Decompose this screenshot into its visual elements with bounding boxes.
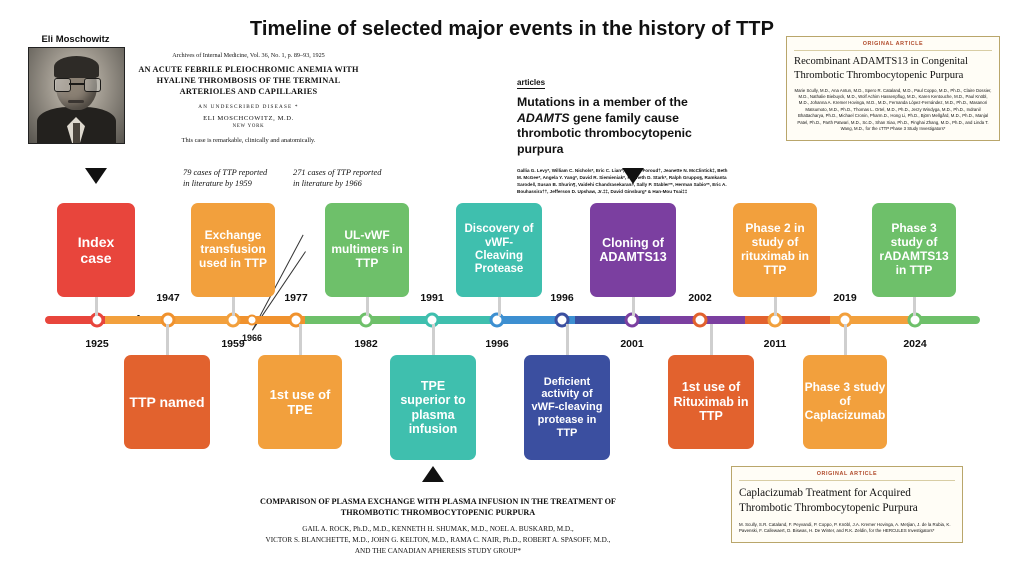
portrait-caption: Eli Moschowitz: [41, 34, 110, 45]
paper3-badge: ORIGINAL ARTICLE: [794, 41, 992, 51]
paper2-title-part2: gene family cause thrombotic thrombocytopenic purpura: [517, 110, 692, 157]
paper2-title: [517, 95, 732, 158]
event-phase2-rituximab[interactable]: Phase 2 in study of rituximab in TTP: [733, 203, 817, 297]
paper1-title-line3: ARTERIOLES AND CAPILLARIES: [179, 87, 318, 97]
axis-segment-3: [305, 316, 400, 324]
event-phase3-radamts13-stem: [913, 297, 916, 316]
paper5-authors-line1: GAIL A. ROCK, Ph.D., M.D., KENNETH H. SHUMAK, M.D., NOEL A. BUSKARD, M.D.,: [302, 525, 574, 534]
event-first-rituximab-stem: [710, 324, 713, 355]
event-deficient-protease-stem: [566, 324, 569, 355]
event-first-rituximab[interactable]: 1st use of Rituximab in TTP: [668, 355, 754, 449]
event-tpe-superior[interactable]: TPE superior to plasma infusion: [390, 355, 476, 460]
paper1-title-line1: AN ACUTE FEBRILE PLEIOCHROMIC ANEMIA WITH: [138, 65, 359, 74]
paper-plasma-exchange-comparison: [238, 496, 638, 557]
event-ttp-named-stem: [166, 324, 169, 355]
year-label-2019-12: 2019: [833, 292, 857, 304]
event-ul-vwf-multimers[interactable]: UL-vWF multimers in TTP: [325, 203, 409, 297]
page-title: Timeline of selected major events in the history of TTP: [249, 18, 775, 40]
paper5-title-line2: THROMBOTIC THROMBOCYTOPENIC PURPURA: [340, 508, 536, 518]
event-vwf-cleaving-protease-stem: [498, 297, 501, 316]
event-phase3-caplacizumab[interactable]: Phase 3 study of Caplacizumab: [803, 355, 887, 449]
paper-1925-archives: [131, 52, 366, 144]
year-label-1991-6: 1991: [420, 292, 444, 304]
axis-segment-8: [745, 316, 830, 324]
paper1-title-line2: HYALINE THROMBOSIS OF THE TERMINAL: [156, 76, 341, 86]
paper3-authors: Marie Scully, M.D., Ana Antun, M.D., Spero R. Cataland, M.D., Paul Coppo, M.D., Ph.D., Claire Dossier, M.D., Nathalie Biebuyck, M.D., Wolf Achim Hassenpflug, M.D., Karen Kentouche, M.D., Paul Knöbl, M.D., Johanna A. Kremer Hovinga, M.D., M.D., Fernanda López-Fernández, M.D., Ph.D., Masanori Matsumoto, M.D., Ph.D., Thomas L. Ortel, M.D., Ph.D., Jerzy Windyga, M.D., Ph.D., Indranil Bhattacharya, Ph.D., Michael Cronin, Pharm.D., Hong Li, Ph.D., Björn Mellgård, M.D., Ph.D., Manjal Patel, Ph.D., Parth Patwari, M.D., Sc.D., Shan Xiao, Ph.D., Pinghai Zhang, M.D., Ph.D., and Linda T. Wang, M.D., for the cTTP Phase 3 Study Investigators*: [794, 87, 992, 132]
event-index-case-stem: [95, 297, 98, 316]
year-label-1982-5: 1982: [354, 338, 378, 350]
pointer-arrow-adamts-paper: [622, 168, 644, 184]
annot-79-cases: 79 cases of TTP reported in literature by 1959: [183, 168, 268, 188]
paper1-city: NEW YORK: [232, 123, 265, 129]
year-label-1947-1: 1947: [156, 292, 180, 304]
paper2-title-part1: Mutations in a member of the: [517, 95, 688, 109]
axis-segment-4: [400, 316, 495, 324]
portrait-block: [28, 34, 123, 144]
year-label-1996-8: 1996: [550, 292, 574, 304]
event-cloning-adamts13[interactable]: Cloning of ADAMTS13: [590, 203, 676, 297]
paper4-title: Caplacizumab Treatment for Acquired Thrombotic Thrombocytopenic Purpura: [739, 487, 918, 514]
event-tpe-superior-stem: [432, 324, 435, 355]
paper5-title-line1: COMPARISON OF PLASMA EXCHANGE WITH PLASMA INFUSION IN THE TREATMENT OF: [260, 497, 616, 506]
year-label-2002-10: 2002: [688, 292, 712, 304]
event-phase3-radamts13[interactable]: Phase 3 study of rADAMTS13 in TTP: [872, 203, 956, 297]
paper-caplacizumab: [731, 466, 963, 543]
paper2-title-italic: ADAMTS: [517, 110, 570, 125]
paper1-journal: Archives of Internal Medicine, Vol. 36, No. 1, p. 89–93, 1925: [172, 52, 325, 59]
event-exchange-transfusion[interactable]: Exchange transfusion used in TTP: [191, 203, 275, 297]
paper4-badge: ORIGINAL ARTICLE: [739, 471, 955, 481]
paper1-subtitle: AN UNDESCRIBED DISEASE *: [198, 103, 299, 110]
event-phase3-caplacizumab-stem: [844, 324, 847, 355]
event-deficient-protease[interactable]: Deficient activity of vWF-cleaving protease in TTP: [524, 355, 610, 460]
paper1-note: This case is remarkable, clinically and anatomically.: [181, 136, 316, 144]
year-label-2011-11: 2011: [763, 338, 787, 350]
timeline-tick-2002-10[interactable]: [693, 313, 708, 328]
paper4-authors: M. Scully, S.R. Cataland, F. Peyvandi, P. Coppo, P. Knöbl, J.A. Kremer Hovinga, A. Metjian, J. de la Rubia, K. Pavenski, F. Callewaert, D. Biswas, H. De Winter, and R.K. Zeldin, for the HERCULES Investigators*: [739, 521, 951, 534]
timeline-tick-1966-3[interactable]: [247, 315, 258, 326]
paper5-authors-line2: VICTOR S. BLANCHETTE, M.D., JOHN G. KELTON, M.D., RAMA C. NAIR, Ph.D., ROBERT A. SPASOFF, M.D.,: [265, 535, 611, 544]
year-label-1977-4: 1977: [284, 292, 308, 304]
event-first-tpe[interactable]: 1st use of TPE: [258, 355, 342, 449]
annot-271-cases: 271 cases of TTP reported in literature by 1966: [293, 168, 382, 188]
year-label-1925-0: 1925: [85, 338, 109, 350]
paper5-authors-line3: AND THE CANADIAN APHERESIS STUDY GROUP*: [354, 546, 522, 555]
year-label-1966-3: 1966: [241, 333, 263, 343]
event-cloning-adamts13-stem: [632, 297, 635, 316]
event-vwf-cleaving-protease[interactable]: Discovery of vWF-Cleaving Protease: [456, 203, 542, 297]
paper3-title: Recombinant ADAMTS13 in Congenital Thrombotic Thrombocytopenic Purpura: [794, 56, 968, 81]
year-label-2001-9: 2001: [620, 338, 644, 350]
year-label-1959-2: 1959: [221, 338, 245, 350]
pointer-arrow-index-case: [85, 168, 107, 184]
paper-recombinant-adamts13: [786, 36, 1000, 141]
pointer-arrow-plasma-exchange: [422, 466, 444, 482]
axis-segment-6: [575, 316, 660, 324]
event-first-tpe-stem: [299, 324, 302, 355]
year-label-1996-7: 1996: [485, 338, 509, 350]
year-label-2024-13: 2024: [903, 338, 927, 350]
paper2-authors: Gallia G. Levy*, William C. Nichols*, Eric C. Lian*, Tatiana Foroud†, Jeanette N. McClintick‡, Beth M. McGee*, Angela Y. Yang*, David R. Siemieniak*, Kenneth D. Stark*, Ralph Gruppo§, Ramkanta Sarode‖, Susan B. Shurin¶, Vaidehi Chandrasekaran#, Sally P. Stabler**, Herman Sabio**, Eric A. Bouhassira††, Jefferson D. Upshaw, Jr.‡‡, David Ginsburg* & Han-Mou Tsai‡‡: [517, 167, 728, 195]
event-phase2-rituximab-stem: [774, 297, 777, 316]
event-index-case[interactable]: Index case: [57, 203, 135, 297]
portrait-photo: [28, 47, 125, 144]
paper2-kicker: articles: [517, 78, 546, 87]
event-ttp-named[interactable]: TTP named: [124, 355, 210, 449]
event-ul-vwf-multimers-stem: [366, 297, 369, 316]
event-exchange-transfusion-stem: [232, 297, 235, 316]
axis-segment-10: [915, 316, 980, 324]
paper1-author: ELI MOSCHCOWITZ, M.D.: [203, 114, 294, 122]
